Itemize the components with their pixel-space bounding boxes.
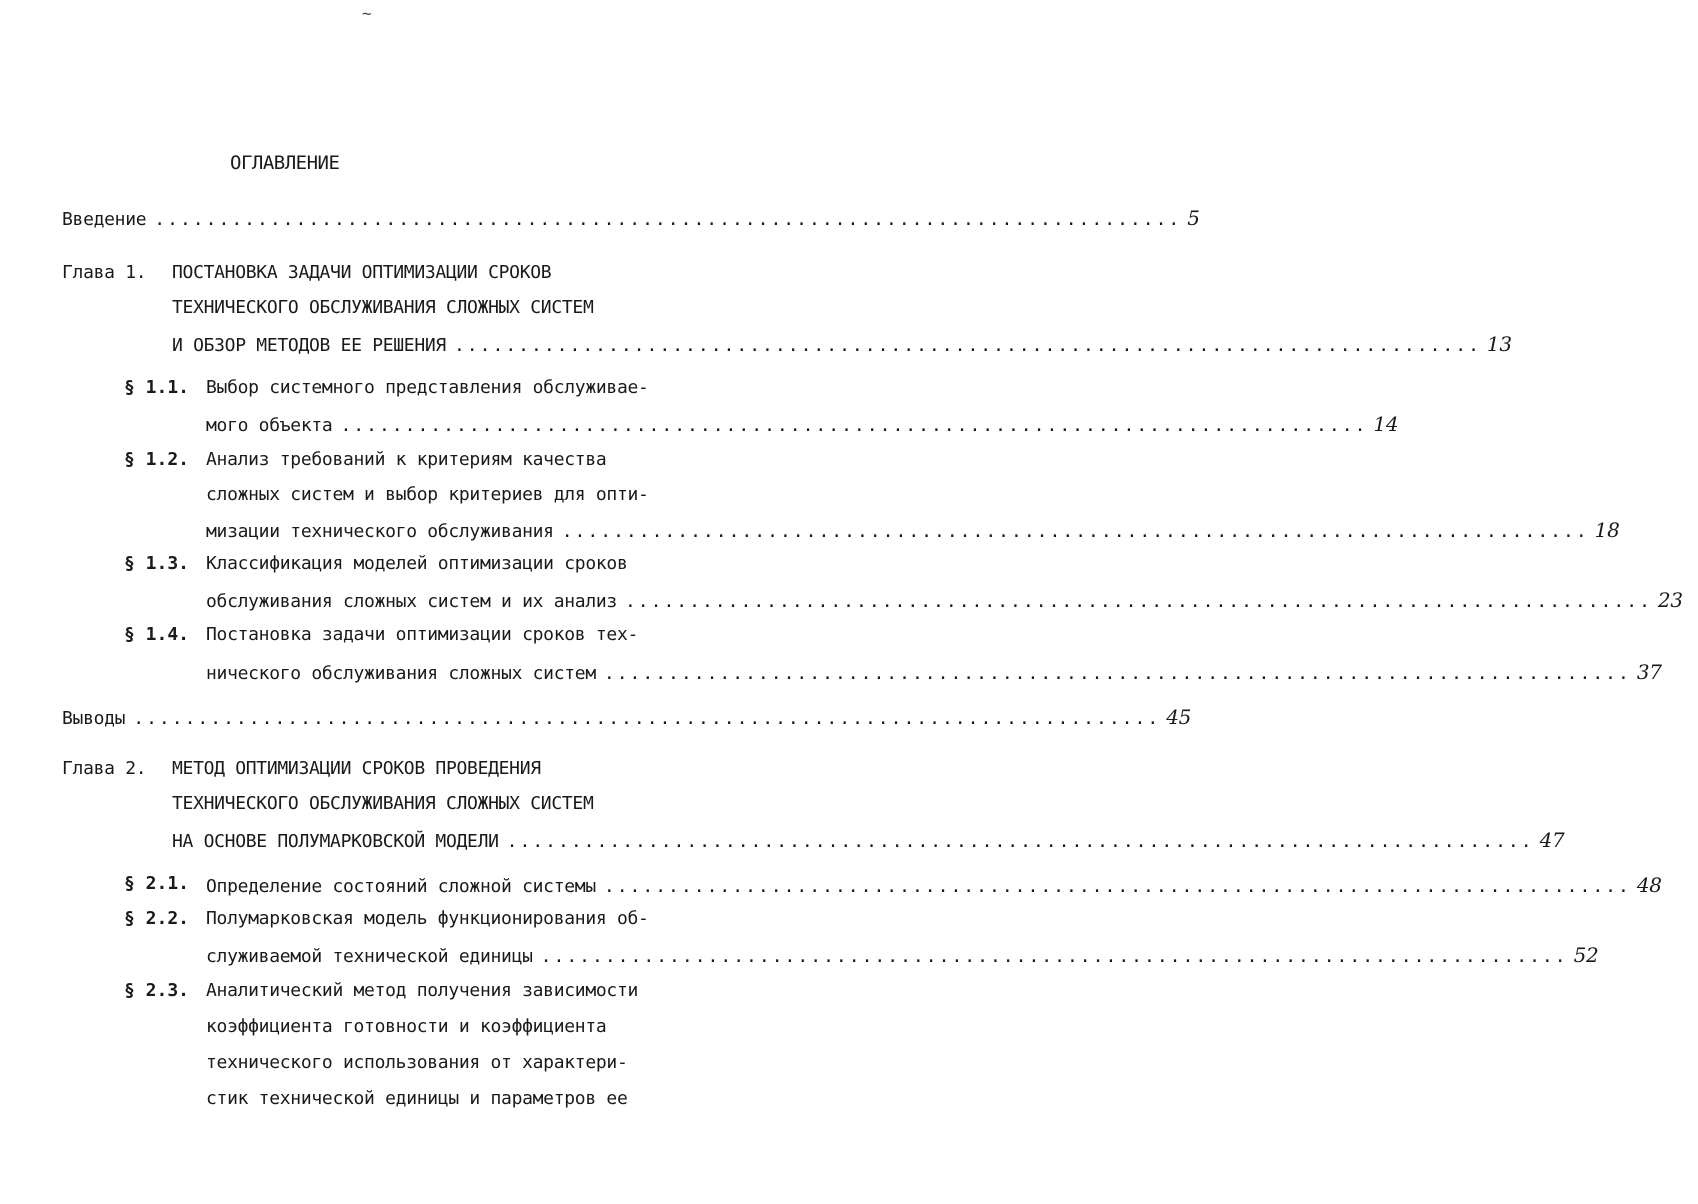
page-number: 37 (1636, 660, 1662, 684)
section-title-line: нического обслуживания сложных систем (206, 663, 596, 684)
toc-entry-chapter-2[interactable] (172, 828, 1565, 852)
section-title-line: мизации технического обслуживания (206, 521, 554, 542)
dot-leader: ................................................................................ (453, 335, 1481, 356)
toc-entry-conclusions[interactable] (62, 705, 1192, 729)
page-title: ОГЛАВЛЕНИЕ (230, 152, 340, 174)
chapter-title-line: НА ОСНОВЕ ПОЛУМАРКОВСКОЙ МОДЕЛИ (172, 831, 499, 852)
section-title-line: Аналитический метод получения зависимости (206, 980, 639, 1001)
section-title-line: обслуживания сложных систем и их анализ (206, 591, 617, 612)
top-mark: ~ (362, 4, 372, 23)
section-title-line: стик технической единицы и параметров ее (206, 1088, 628, 1109)
page-number: 18 (1594, 518, 1620, 542)
section-number: § 2.1. (124, 873, 190, 894)
page-number: 45 (1166, 705, 1192, 729)
section-number: § 2.2. (124, 908, 190, 929)
toc-entry-label: Выводы (62, 708, 126, 729)
section-number: § 1.1. (124, 377, 190, 398)
section-number: § 1.3. (124, 553, 190, 574)
page-number: 5 (1187, 206, 1200, 230)
toc-entry-section-2-1[interactable] (206, 873, 1662, 897)
chapter-title-line: ПОСТАНОВКА ЗАДАЧИ ОПТИМИЗАЦИИ СРОКОВ (172, 262, 552, 283)
section-title-line: сложных систем и выбор критериев для опти- (206, 484, 649, 505)
section-title-line: мого объекта (206, 415, 333, 436)
section-title-line: коэффициента готовности и коэффициента (206, 1016, 607, 1037)
toc-entry-chapter-1[interactable] (172, 332, 1512, 356)
section-number: § 2.3. (124, 980, 190, 1001)
chapter-label: Глава 1. (62, 262, 147, 283)
dot-leader: ................................................................................ (154, 209, 1182, 230)
dot-leader: ................................................................................ (561, 521, 1589, 542)
toc-entry-section-1-2[interactable] (206, 518, 1620, 542)
toc-entry-intro[interactable] (62, 206, 1200, 230)
dot-leader: ................................................................................ (133, 708, 1161, 729)
toc-entry-section-1-1[interactable] (206, 412, 1399, 436)
chapter-title-line: ТЕХНИЧЕСКОГО ОБСЛУЖИВАНИЯ СЛОЖНЫХ СИСТЕМ (172, 297, 594, 318)
toc-entry-section-1-3[interactable] (206, 588, 1683, 612)
toc-entry-section-2-2[interactable] (206, 943, 1599, 967)
toc-entry-section-1-4[interactable] (206, 660, 1662, 684)
chapter-label: Глава 2. (62, 758, 147, 779)
dot-leader: ................................................................................ (506, 831, 1534, 852)
section-title-line: служиваемой технической единицы (206, 946, 533, 967)
chapter-title-line: И ОБЗОР МЕТОДОВ ЕЕ РЕШЕНИЯ (172, 335, 446, 356)
section-number: § 1.4. (124, 624, 190, 645)
chapter-title-line: ТЕХНИЧЕСКОГО ОБСЛУЖИВАНИЯ СЛОЖНЫХ СИСТЕМ (172, 793, 594, 814)
section-title-line: Определение состояний сложной системы (206, 876, 596, 897)
section-title-line: Полумарковская модель функционирования об- (206, 908, 649, 929)
dot-leader: ................................................................................ (340, 415, 1368, 436)
page-number: 52 (1573, 943, 1599, 967)
toc-entry-label: Введение (62, 209, 147, 230)
page-number: 47 (1539, 828, 1565, 852)
section-title-line: технического использования от характери- (206, 1052, 628, 1073)
section-title-line: Классификация моделей оптимизации сроков (206, 553, 628, 574)
section-title-line: Выбор системного представления обслуживае- (206, 377, 649, 398)
dot-leader: ................................................................................ (603, 663, 1631, 684)
section-title-line: Постановка задачи оптимизации сроков тех- (206, 624, 639, 645)
page-number: 48 (1636, 873, 1662, 897)
dot-leader: ................................................................................ (624, 591, 1652, 612)
section-number: § 1.2. (124, 449, 190, 470)
section-title-line: Анализ требований к критериям качества (206, 449, 607, 470)
dot-leader: ................................................................................ (603, 876, 1631, 897)
page-number: 14 (1373, 412, 1399, 436)
page-number: 23 (1657, 588, 1683, 612)
chapter-title-line: МЕТОД ОПТИМИЗАЦИИ СРОКОВ ПРОВЕДЕНИЯ (172, 758, 541, 779)
page-number: 13 (1486, 332, 1512, 356)
dot-leader: ................................................................................ (540, 946, 1568, 967)
